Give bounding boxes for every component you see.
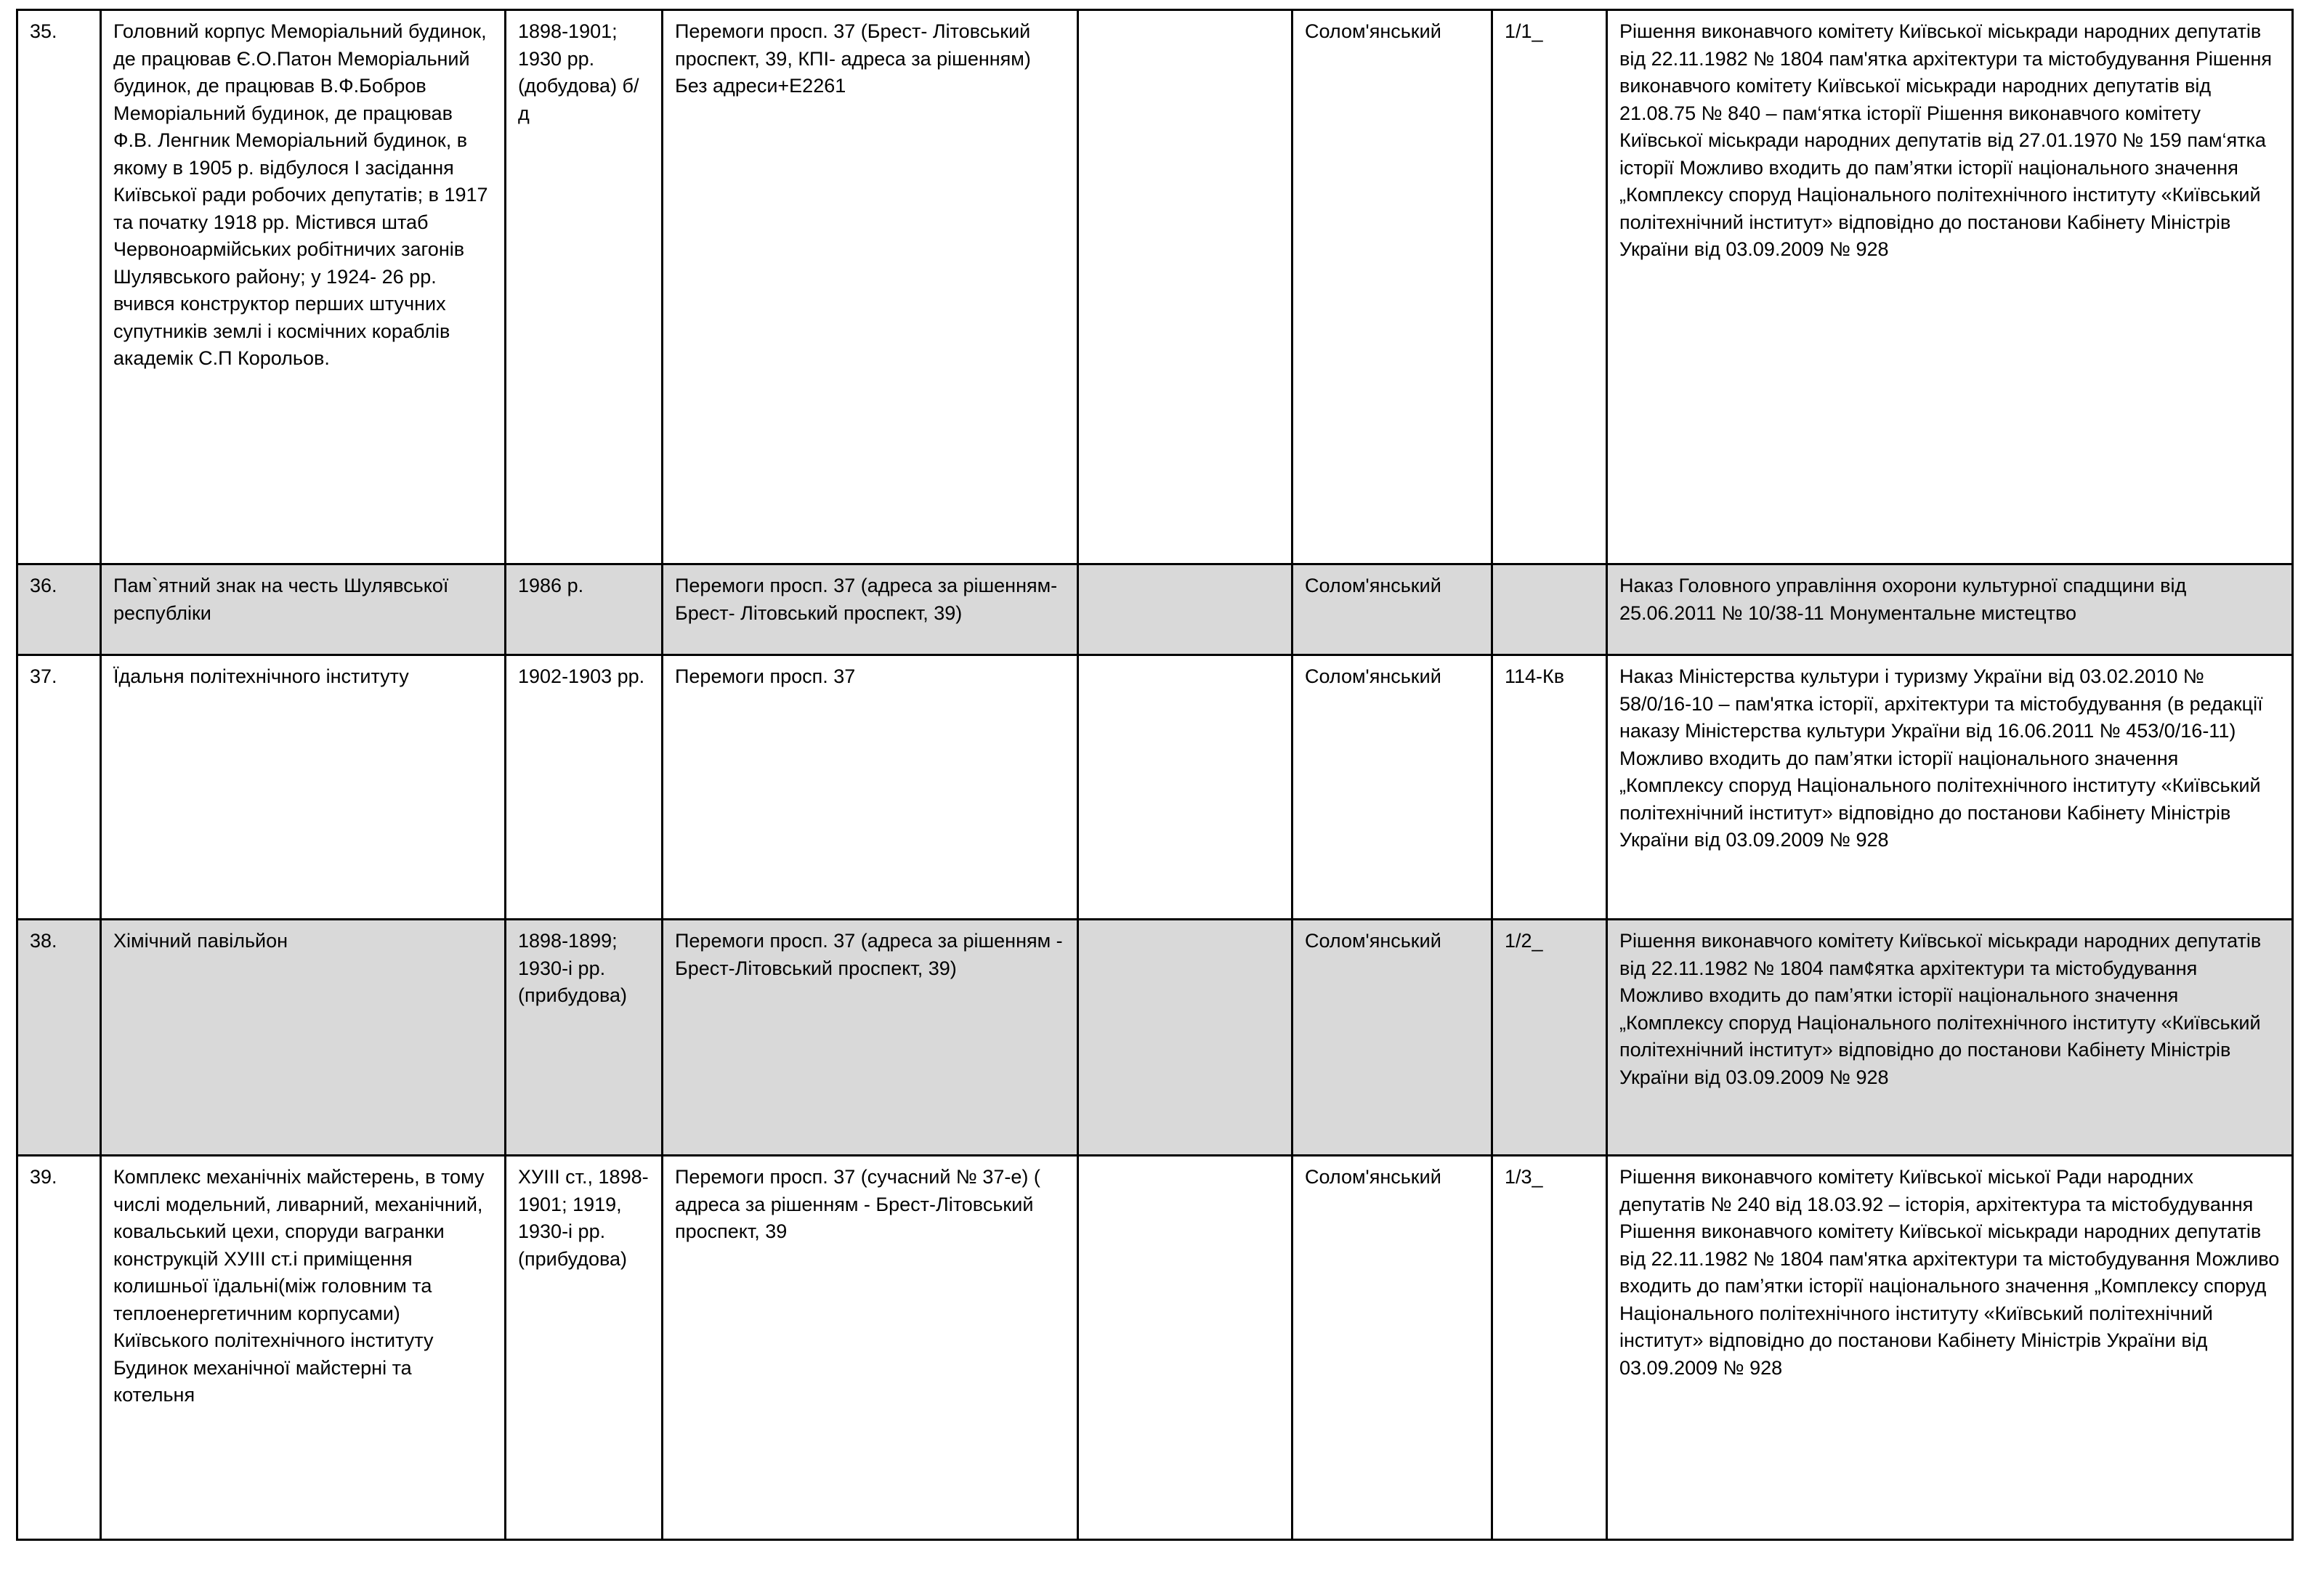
monument-name: Хімічний павільйон bbox=[101, 920, 506, 1156]
monument-date: 1986 р. bbox=[506, 564, 663, 655]
monument-name: Головний корпус Меморіальний будинок, де працював Є.О.Патон Меморіальний будинок, де працював В.Ф.Бобров Меморіальний будинок, де працював Ф.В. Ленгник Меморіальний будинок, в якому в 1905 р. відбулося І засідання Київської ради робочих депутатів; в 1917 та початку 1918 рр. Містився штаб Червоноармійських робітничих загонів Шулявського району; у 1924- 26 рр. вчився конструктор перших штучних супутників землі і космічних кораблів академік С.П Корольов. bbox=[101, 10, 506, 564]
monument-date: 1902-1903 рр. bbox=[506, 655, 663, 920]
district: Солом'янський bbox=[1292, 1156, 1492, 1540]
protection-code: 1/2_ bbox=[1492, 920, 1607, 1156]
protection-code: 1/1_ bbox=[1492, 10, 1607, 564]
table-row bbox=[17, 1156, 2293, 1540]
monument-date: 1898-1899; 1930-і рр.(прибудова) bbox=[506, 920, 663, 1156]
row-number: 37. bbox=[17, 655, 101, 920]
legal-decision: Наказ Міністерства культури і туризму України від 03.02.2010 № 58/0/16-10 – пам'ятка історії, архітектури та містобудування (в редакції наказу Міністерства культури України від 16.06.2011 № 453/0/16-11) Можливо входить до пам’ятки історії національного значення „Комплексу споруд Національного політехнічного інституту «Київський політехнічний інститут» відповідно до постанови Кабінету Міністрів України від 03.09.2009 № 928 bbox=[1607, 655, 2293, 920]
protection-code bbox=[1492, 564, 1607, 655]
legal-decision: Рішення виконавчого комітету Київської міськради народних депутатів від 22.11.1982 № 1804 пам¢ятка архітектури та містобудування Можливо входить до пам’ятки історії національного значення „Комплексу споруд Національного політехнічного інституту «Київський політехнічний інститут» відповідно до постанови Кабінету Міністрів України від 03.09.2009 № 928 bbox=[1607, 920, 2293, 1156]
monument-address: Перемоги просп. 37 (адреса за рішенням- Брест- Літовський проспект, 39) bbox=[663, 564, 1078, 655]
row-number: 36. bbox=[17, 564, 101, 655]
monument-address: Перемоги просп. 37 (адреса за рішенням - Брест-Літовський проспект, 39) bbox=[663, 920, 1078, 1156]
row-number: 35. bbox=[17, 10, 101, 564]
monument-name: Комплекс механічніх майстерень, в тому числі модельний, ливарний, механічний, ковальський цехи, споруди вагранки конструкцій ХУІІІ ст.і приміщення колишньої їдальні(між головним та теплоенергетичним корпусами) Київського політехнічного інституту Будинок механічної майстерні та котельня bbox=[101, 1156, 506, 1540]
monument-date: 1898-1901; 1930 рр. (добудова) б/д bbox=[506, 10, 663, 564]
legal-decision: Наказ Головного управління охорони культурної спадщини від 25.06.2011 № 10/38-11 Монументальне мистецтво bbox=[1607, 564, 2293, 655]
empty-cell bbox=[1078, 564, 1292, 655]
monuments-table bbox=[16, 9, 2294, 1541]
table-row bbox=[17, 920, 2293, 1156]
monument-address: Перемоги просп. 37 (сучасний № 37-е) ( адреса за рішенням - Брест-Літовський проспект, 39 bbox=[663, 1156, 1078, 1540]
table-row bbox=[17, 655, 2293, 920]
legal-decision: Рішення виконавчого комітету Київської міської Ради народних депутатів № 240 від 18.03.92 – історія, архітектура та містобудування Рішення виконавчого комітету Київської міськради народних депутатів від 22.11.1982 № 1804 пам'ятка архітектури та містобудування Можливо входить до пам’ятки історії національного значення „Комплексу споруд Національного політехнічного інституту «Київський політехнічний інститут» відповідно до постанови Кабінету Міністрів України від 03.09.2009 № 928 bbox=[1607, 1156, 2293, 1540]
protection-code: 114-Кв bbox=[1492, 655, 1607, 920]
empty-cell bbox=[1078, 655, 1292, 920]
row-number: 39. bbox=[17, 1156, 101, 1540]
table-row bbox=[17, 10, 2293, 564]
district: Солом'янський bbox=[1292, 564, 1492, 655]
district: Солом'янський bbox=[1292, 655, 1492, 920]
district: Солом'янський bbox=[1292, 10, 1492, 564]
monument-name: Їдальня політехнічного інституту bbox=[101, 655, 506, 920]
table-row bbox=[17, 564, 2293, 655]
monuments-table-body bbox=[17, 10, 2293, 1540]
empty-cell bbox=[1078, 920, 1292, 1156]
row-number: 38. bbox=[17, 920, 101, 1156]
legal-decision: Рішення виконавчого комітету Київської міськради народних депутатів від 22.11.1982 № 1804 пам'ятка архітектури та містобудування Рішення виконавчого комітету Київської міськради народних депутатів від 21.08.75 № 840 – пам‘ятка історії Рішення виконавчого комітету Київської міськради народних депутатів від 27.01.1970 № 159 пам‘ятка історії Можливо входить до пам’ятки історії національного значення „Комплексу споруд Національного політехнічного інституту «Київський політехнічний інститут» відповідно до постанови Кабінету Міністрів України від 03.09.2009 № 928 bbox=[1607, 10, 2293, 564]
monument-date: ХУІІІ ст., 1898-1901; 1919, 1930-і рр. (прибудова) bbox=[506, 1156, 663, 1540]
monument-address: Перемоги просп. 37 (Брест- Літовський проспект, 39, КПІ- адреса за рішенням) Без адреси+Е2261 bbox=[663, 10, 1078, 564]
protection-code: 1/3_ bbox=[1492, 1156, 1607, 1540]
monument-name: Пам`ятний знак на честь Шулявської республіки bbox=[101, 564, 506, 655]
monument-address: Перемоги просп. 37 bbox=[663, 655, 1078, 920]
empty-cell bbox=[1078, 1156, 1292, 1540]
district: Солом'янський bbox=[1292, 920, 1492, 1156]
empty-cell bbox=[1078, 10, 1292, 564]
